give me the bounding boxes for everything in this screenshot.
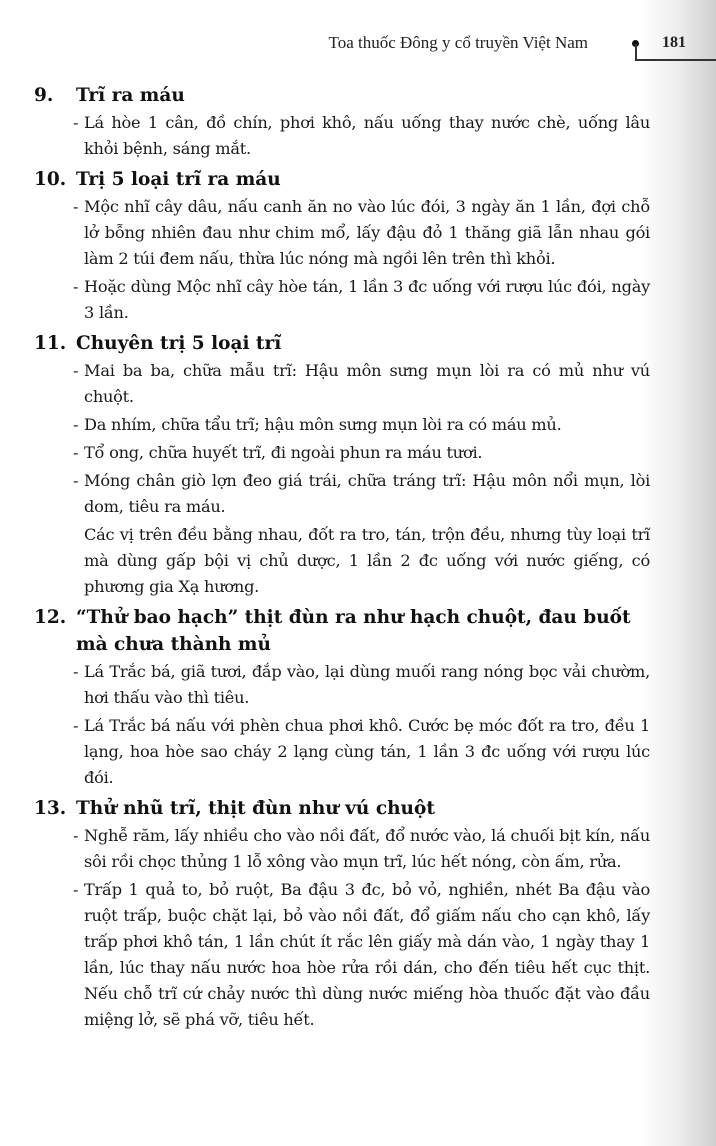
section-number: 11.	[34, 333, 67, 354]
header-rule	[635, 44, 637, 60]
dash-marker: -	[73, 880, 79, 899]
item-text: Lá Trắc bá nấu với phèn chua phơi khô. Cước bẹ móc đốt ra tro, đều 1 lạng, hoa hòe sao cháy 2 lạng cùng tán, 1 lần 3 đc uống với rượu lúc đói.	[84, 716, 650, 787]
item-text: Hoặc dùng Mộc nhĩ cây hòe tán, 1 lần 3 đc uống với rượu lúc đói, ngày 3 lần.	[84, 277, 650, 322]
item-text: Móng chân giò lợn đeo giá trái, chữa tráng trĩ: Hậu môn nổi mụn, lòi dom, tiêu ra máu.	[84, 471, 650, 516]
section-title: Trị 5 loại trĩ ra máu	[76, 169, 281, 190]
dash-marker: -	[73, 662, 79, 681]
section-title: “Thử bao hạch” thịt đùn ra như hạch chuột, đau buốt mà chưa thành mủ	[76, 607, 631, 655]
section-13	[34, 795, 650, 1033]
list-item	[73, 440, 650, 466]
section-number: 9.	[34, 85, 54, 106]
item-text: Lá hòe 1 cân, đồ chín, phơi khô, nấu uống thay nước chè, uống lâu khỏi bệnh, sáng mắt.	[84, 113, 650, 158]
list-item	[73, 713, 650, 791]
section-11	[34, 330, 650, 600]
page-header	[0, 30, 716, 60]
item-text: Trấp 1 quả to, bỏ ruột, Ba đậu 3 đc, bỏ vỏ, nghiền, nhét Ba đậu vào ruột trấp, buộc chặt lại, bỏ vào nồi đất, đổ giấm nấu cho cạn khô, lấy trấp phơi khô tán, 1 lần chút ít rắc lên giấy mà dán vào, 1 ngày thay 1 lần, lúc thay nấu nước hoa hòe rửa rồi dán, cho đến tiêu hết cục thịt. Nếu chỗ trĩ cứ chảy nước thì dùng nước miếng hòa thuốc đặt vào đầu miệng lở, sẽ phá vỡ, tiêu hết.	[84, 880, 650, 1029]
dash-marker: -	[73, 443, 79, 462]
section-number: 12.	[34, 607, 67, 628]
dash-marker: -	[73, 113, 79, 132]
dash-marker: -	[73, 361, 79, 380]
page-content	[34, 82, 650, 1035]
list-item	[73, 823, 650, 875]
section-heading	[34, 795, 650, 822]
section-title: Thử nhũ trĩ, thịt đùn như vú chuột	[76, 798, 435, 819]
dash-marker: -	[73, 471, 79, 490]
item-text: Mai ba ba, chữa mẫu trĩ: Hậu môn sưng mụn lòi ra có mủ như vú chuột.	[84, 361, 650, 406]
dash-marker: -	[73, 826, 79, 845]
section-number: 10.	[34, 169, 67, 190]
list-item	[73, 659, 650, 711]
item-text: Mộc nhĩ cây dâu, nấu canh ăn no vào lúc đói, 3 ngày ăn 1 lần, đợi chỗ lở bỗng nhiên đau như chim mổ, lấy đậu đỏ 1 thăng giã lẫn nhau gói làm 2 túi đem nấu, thừa lúc nóng mà ngồi lên trên thì khỏi.	[84, 197, 650, 268]
list-item	[73, 274, 650, 326]
list-item	[73, 110, 650, 162]
list-item	[73, 194, 650, 272]
section-number: 13.	[34, 798, 67, 819]
section-9	[34, 82, 650, 162]
item-text: Da nhím, chữa tẩu trĩ; hậu môn sưng mụn lòi ra có máu mủ.	[84, 415, 562, 434]
list-item	[73, 877, 650, 1033]
list-item	[73, 468, 650, 520]
dash-marker: -	[73, 197, 79, 216]
header-underline	[635, 59, 716, 61]
item-text: Lá Trắc bá, giã tươi, đắp vào, lại dùng muối rang nóng bọc vải chườm, hơi thấu vào thì tiêu.	[84, 662, 650, 707]
page-number: 181	[662, 34, 686, 51]
running-title: Toa thuốc Đông y cổ truyền Việt Nam	[328, 33, 588, 52]
list-item	[73, 412, 650, 438]
item-text: Tổ ong, chữa huyết trĩ, đi ngoài phun ra máu tươi.	[84, 443, 483, 462]
section-10	[34, 166, 650, 326]
section-note: Các vị trên đều bằng nhau, đốt ra tro, tán, trộn đều, nhưng tùy loại trĩ mà dùng gấp bội vị chủ dược, 1 lần 2 đc uống với nước giếng, có phương gia Xạ hương.	[84, 525, 650, 596]
section-12	[34, 604, 650, 791]
dash-marker: -	[73, 716, 79, 735]
item-text: Nghễ răm, lấy nhiều cho vào nồi đất, đổ nước vào, lá chuối bịt kín, nấu sôi rồi chọc thủng 1 lỗ xông vào mụn trĩ, lúc hết nóng, còn ấm, rửa.	[84, 826, 650, 871]
section-heading	[34, 604, 650, 658]
section-heading	[34, 330, 650, 357]
dash-marker: -	[73, 415, 79, 434]
section-title: Chuyên trị 5 loại trĩ	[76, 333, 282, 354]
section-title: Trĩ ra máu	[76, 85, 185, 106]
section-heading	[34, 166, 650, 193]
section-heading	[34, 82, 650, 109]
dash-marker: -	[73, 277, 79, 296]
list-item	[73, 358, 650, 410]
